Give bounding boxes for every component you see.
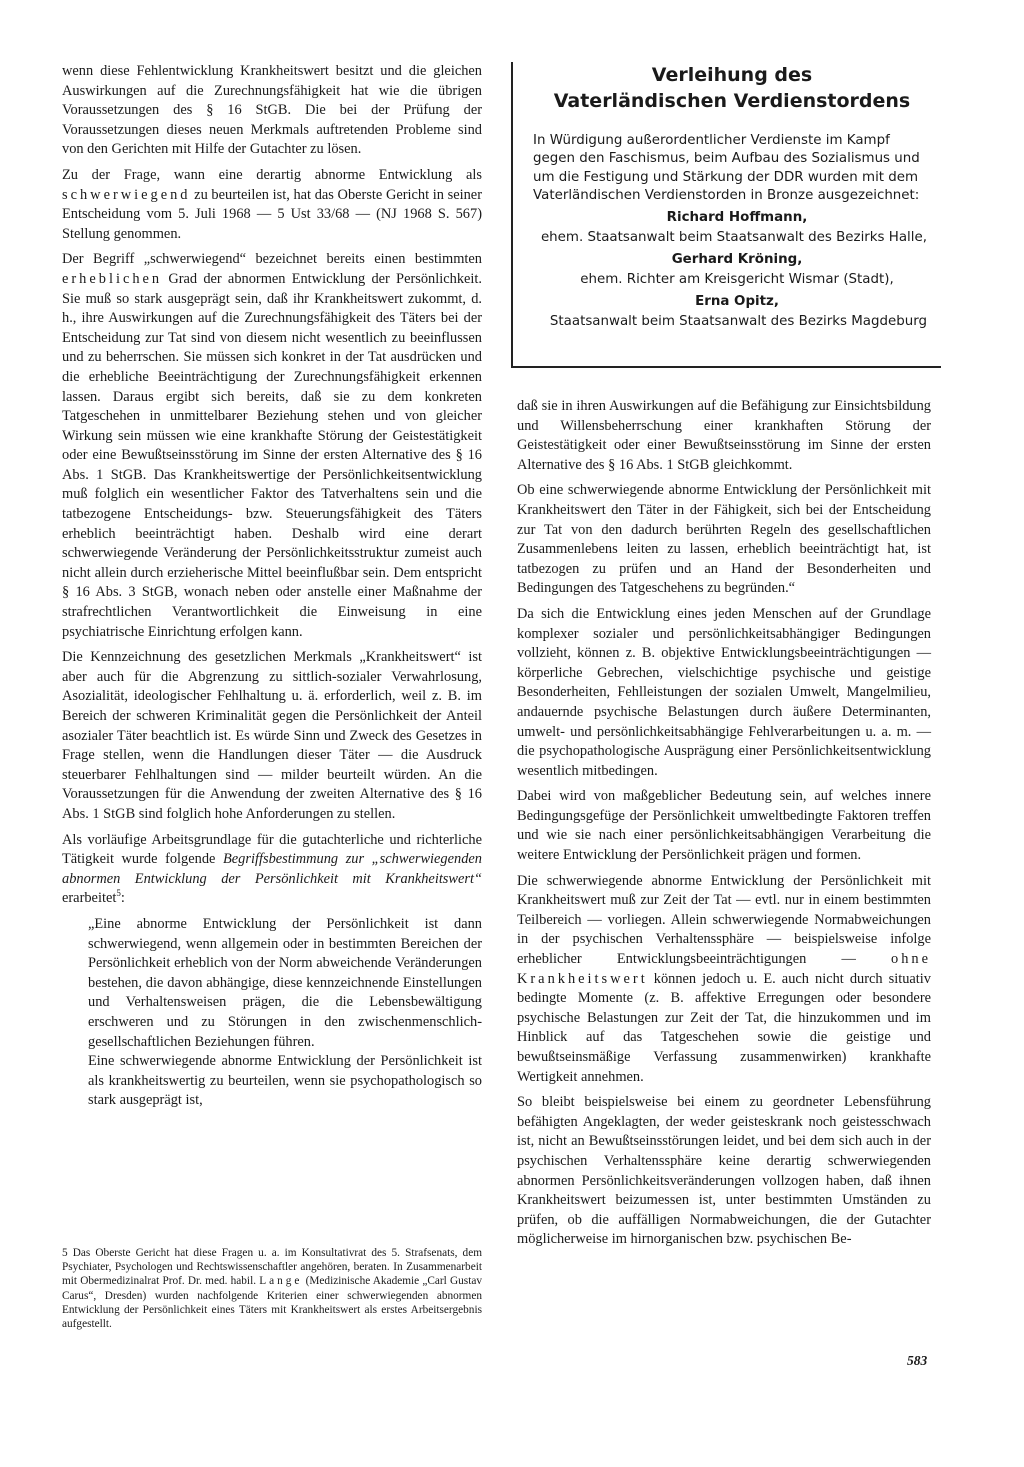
paragraph xyxy=(62,166,482,244)
spaced-term: erheblichen xyxy=(62,270,163,287)
spaced-term: schwerwiegend xyxy=(62,186,191,203)
paragraph: Dabei wird von maßgeblicher Bedeutung sein, auf welches innere Bedingungsgefüge der Persönlichkeit umweltbedingte Faktoren treffen und wie sie nach einer persönlichkeitsabhängigen Verarbeitung die weitere Entwicklung der Persönlichkeit prägen und formen. xyxy=(517,788,931,864)
recipient-role: Staatsanwalt beim Staatsanwalt des Bezirks Magdeburg xyxy=(549,313,927,329)
text-run: : xyxy=(120,890,125,907)
italic-definition: Begriffsbestimmung zur „schwerwiegenden abnormen Entwicklung der Persönlichkeit mit Krankheitswert“ xyxy=(62,851,482,887)
quote-paragraph: „Eine abnorme Entwicklung der Persönlichkeit ist dann schwerwiegend, wenn allgemein oder in bestimmten Bereichen der Persönlichkeit erheblich von der Norm abweichende Veränderungen bestehen, die davon abhängige, diese kennzeichnende Einstellungen und Verhaltensweisen prägen, die die Lebensbewältigung erschweren und zu Störungen in den zwischenmenschlich-gesellschaftlichen Beziehungen führen. xyxy=(88,915,482,1050)
paragraph: Ob eine schwerwiegende abnorme Entwicklung der Persönlichkeit mit Krankheitswert den Täter in der Fähigkeit, sich bei der Entscheidung zur Tat von den dadurch berührten Regeln des gesellschaftlichen Zusammenlebens leiten zu lassen, erheblich beeinträchtigt hat, ist tatbezogen zu prüfen und an Hand der Besonderheiten und Bedingungen des Tatgeschehens zu begründen.“ xyxy=(517,482,931,597)
page-number: 583 xyxy=(907,1353,928,1368)
text-run: erarbeitet xyxy=(62,890,117,907)
text-run: Grad der abnormen Entwicklung der Persönlichkeit. Sie muß so stark ausgeprägt sein, daß ihr Krankheitswert zukommt, d. h., ihre Auswirkungen auf die Zurechnungsfähigkeit des Täters bei der Entscheidung zur Tat sind von diesem nicht wesentlich zu beeinflussen und zu beherrschen. Sie müssen sich konkret in der Tat ausdrücken und die erhebliche Beeinträchtigung der Zurechnungsfähigkeit erkennen lassen. Daraus ergibt sich bereits, daß sie zu dem konkreten Tatgeschehen in unmittelbarer Beziehung stehen und von gleicher Wirkung sein müssen wie eine krankhafte Störung der Geistestätigkeit oder eine Bewußtseinsstörung im Sinne der ersten Alternative des § 16 Abs. 1 StGB. Das Krankheitswertige der Persönlichkeitsentwicklung muß folglich ein wesentlicher Faktor des Tatverhaltens sein und die tatbezogene Entscheidungs- bzw. Steuerungsfähigkeit des Täters erheblich beeinträchtigt haben. Deshalb wird eine derart schwerwiegende Veränderung der Persönlichkeitsstruktur zumeist auch nicht allein durch erzieherische Mittel beeinflußbar sein. Dem entspricht § 16 Abs. 3 StGB, wonach neben oder anstelle einer Maßnahme der strafrechtlichen Verantwortlichkeit die Einweisung in eine psychiatrische Einrichtung erfolgen kann. xyxy=(62,270,482,640)
paragraph: wenn diese Fehlentwicklung Krankheitswert besitzt und die gleichen Auswirkungen auf die Zurechnungsfähigkeit hat wie die übrigen Voraussetzungen des § 16 StGB. Die bei der Prüfung der Voraussetzungen dieses neuen Merkmals auftretenden Probleme sind von den Gerichten mit Hilfe der Gutachter zu lösen. xyxy=(62,63,482,158)
paragraph: Die Kennzeichnung des gesetzlichen Merkmals „Krankheitswert“ ist aber auch für die Abgrenzung zu sittlich-sozialer Verwahrlosung, Asozialität, ideologischer Fehlhaltung u. ä. erforderlich, weil z. B. im Bereich der schweren Kriminalität gegen die Persönlichkeit der Anteil asozialer Täter beachtlich ist. Es würde Sinn und Zweck des Gesetzes in Frage stellen, wenn die Handlungen dieser Täter — die Ausdruck steuerbarer Fehlhaltungen sind — milder beurteilt würden. An die Voraussetzungen für die Anwendung der zweiten Alternative des § 16 Abs. 1 StGB sind folglich hohe Anforderungen zu stellen. xyxy=(62,649,482,822)
paragraph xyxy=(62,831,482,909)
paragraph: So bleibt beispielsweise bei einem zu geordneter Lebensführung befähigten Angeklagten, der weder geisteskrank noch geistesschwach ist, nicht an Bewußtseinsstörungen leidet, und bei dem sich auch in der psychischen Verhaltenssphäre keine derartig schwerwiegenden abnormen Persönlichkeitsveränderungen vollzogen haben, daß ihnen Krankheitswert beizumessen ist, unter bestimmten Umständen zu prüfen, ob die auffälligen Normabweichungen, die der Gutachter möglicherweise im hirnorganischen bzw. psychischen Be- xyxy=(517,1094,931,1248)
text-run: Die schwerwiegende abnorme Entwicklung der Persönlichkeit mit Krankheitswert muß zur Zeit der Tat — evtl. nur in einem bestimmten Teilbereich — vorliegen. Allein schwerwiegende Normabweichungen in der psychischen Verhaltenssphäre — beispielsweise infolge erheblicher Entwicklungsbeeinträchtigungen — xyxy=(517,872,931,968)
title-line: Verleihung des xyxy=(651,64,813,86)
text-run: Als vorläufige Arbeitsgrundlage für die gutachterliche und richterliche Tätigkeit wurde folgende xyxy=(62,831,482,868)
text-run: 5 Das Oberste Gericht hat diese Fragen u. a. im Konsultativrat des 5. Strafsenats, dem Psychiater, Psychologen und Rechtswissenschaftler angehören, beraten. In Zusammenarbeit mit Obermedizinalrat Prof. Dr. med. habil. xyxy=(62,1247,482,1288)
recipient-name: Erna Opitz, xyxy=(695,293,779,309)
footnote-ref: 5 xyxy=(116,888,121,899)
recipient-role: ehem. Richter am Kreisgericht Wismar (Stadt), xyxy=(580,271,894,287)
recipient-name: Gerhard Kröning, xyxy=(671,251,803,267)
award-intro: In Würdigung außerordentlicher Verdienste im Kampf gegen den Faschismus, beim Aufbau des Sozialismus und um die Festigung und Stärkung der DDR wurden mit dem Vaterländischen Verdienstorden in Bronze ausgezeichnet: xyxy=(533,133,920,204)
paragraph: Da sich die Entwicklung eines jeden Menschen auf der Grundlage komplexer sozialer und persönlichkeitsabhängiger Bedingungen vollzieht, können z. B. objektive Entwicklungsbeeinträchtigungen — körperliche Gebrechen, vielschichtige psychische und geistige Besonderheiten, Fehlleistungen der sozialen Umwelt, Mangelmilieu, andauernde psychische Belastungen durch äußere Determinanten, umwelt- und persönlichkeitsabhängige Fehlverarbeitungen u. a. m. — die psychopathologische Ausprägung einer Persönlichkeitsentwicklung wesentlich mitbedingen. xyxy=(517,605,931,779)
paragraph: daß sie in ihren Auswirkungen auf die Befähigung zur Einsichtsbildung und Willensbeherrschung einer krankhaften Störung der Geistestätigkeit oder einer Bewußtseinsstörung im Sinne der ersten Alternative des § 16 Abs. 1 StGB gleichkommt. xyxy=(517,398,931,473)
paragraph xyxy=(62,250,482,642)
left-column xyxy=(62,62,482,1111)
recipient-role: ehem. Staatsanwalt beim Staatsanwalt des Bezirks Halle, xyxy=(540,229,927,245)
award-announcement-box xyxy=(511,62,941,368)
footnote xyxy=(62,1246,482,1331)
text-run: Zu der Frage, wann eine derartig abnorme Entwicklung als xyxy=(62,166,482,183)
spaced-term: Lange xyxy=(259,1275,303,1288)
text-run: können jedoch u. E. auch nicht durch situativ bedingte Momente (z. B. affektive Erregungen oder besondere psychische Belastungen zur Zeit der Tat, die hinzukommen und im Hinblick auf das Tatgeschehen sowie die geistige und bewußtseinsmäßige Verfassung zusammenwirken) krankhafte Wertigkeit annehmen. xyxy=(517,970,931,1085)
spaced-term: ohne Krankheitswert xyxy=(517,951,931,987)
text-run: (Medizinische Akademie „Carl Gustav Carus“, Dresden) wurden nachfolgende Kriterien einer schwerwiegenden abnormen Entwicklung der Persönlichkeit eines Täters mit Krankheitswert als erstes Arbeitsergebnis aufgestellt. xyxy=(62,1275,482,1331)
box-title xyxy=(533,62,941,114)
title-line: Vaterländischen Verdienstordens xyxy=(553,90,911,112)
paragraph xyxy=(517,872,931,1088)
quote-paragraph: Eine schwerwiegende abnorme Entwicklung der Persönlichkeit ist als krankheitswertig zu beurteilen, wenn sie psychopathologisch so stark ausgeprägt ist, xyxy=(88,1053,482,1109)
text-run: zu beurteilen ist, hat das Oberste Gericht in seiner Entscheidung vom 5. Juli 1968 — 5 Ust 33/68 — (NJ 1968 S. 567) Stellung genommen. xyxy=(62,186,482,242)
recipient-name: Richard Hoffmann, xyxy=(666,209,808,225)
text-run: Der Begriff „schwerwiegend“ bezeichnet bereits einen bestimmten xyxy=(62,251,482,268)
right-column xyxy=(517,397,931,1256)
